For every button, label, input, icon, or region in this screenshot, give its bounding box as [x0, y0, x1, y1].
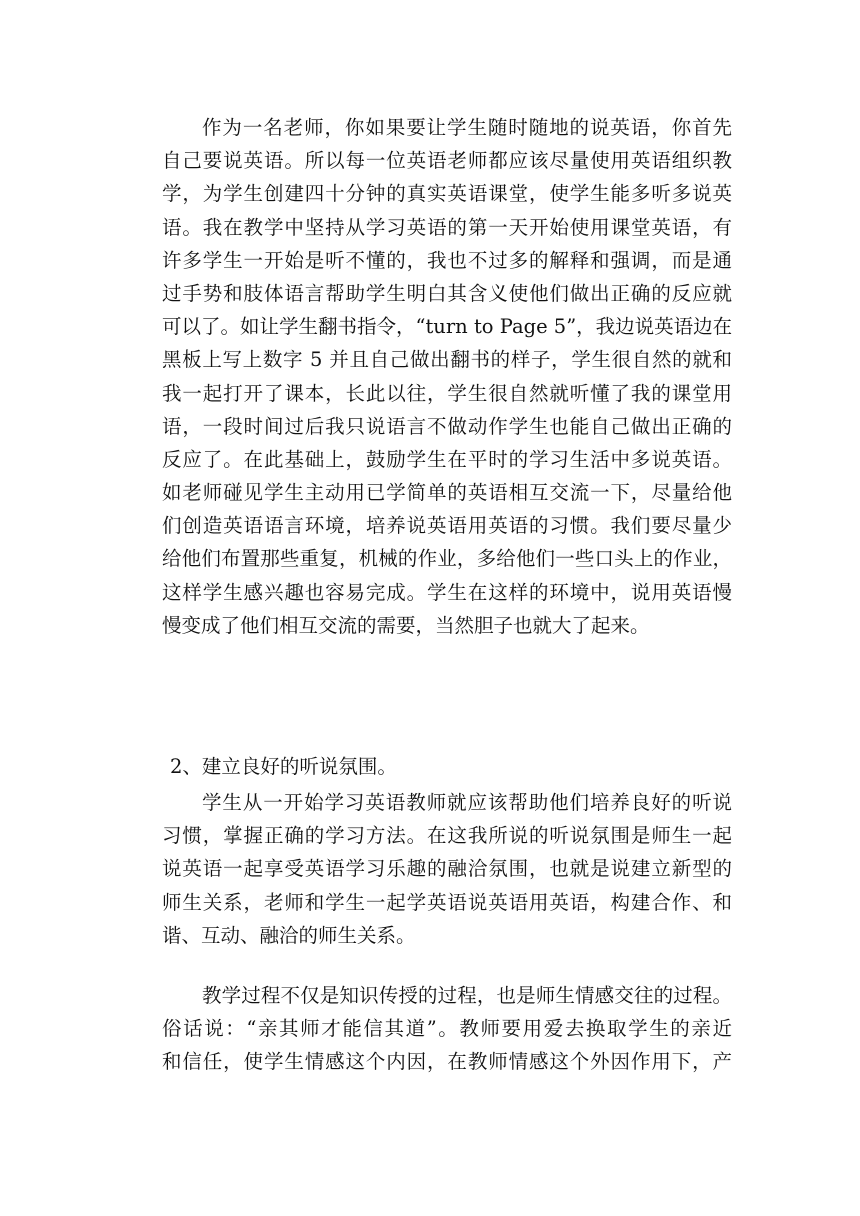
- text-line: 习惯，掌握正确的学习方法。在这我所说的听说氛围是师生一起: [162, 824, 732, 848]
- text-line: 说英语一起享受英语学习乐趣的融洽氛围，也就是说建立新型的: [162, 857, 732, 881]
- text-line: 我一起打开了课本，长此以往，学生很自然就听懂了我的课堂用: [162, 381, 732, 405]
- heading-text: 2、建立良好的听说氛围。: [170, 755, 397, 778]
- text-line: 们创造英语语言环境，培养说英语用英语的习惯。我们要尽量少: [162, 514, 732, 538]
- text-line: 和信任，使学生情感这个内因，在教师情感这个外因作用下，产: [162, 1050, 732, 1074]
- paragraph-2: [162, 786, 732, 952]
- text-line: 语。我在教学中坚持从学习英语的第一天开始使用课堂英语，有: [162, 215, 732, 239]
- text-line: 师生关系，老师和学生一起学英语说英语用英语，构建合作、和: [162, 890, 732, 914]
- text-line: 语，一段时间过后我只说语言不做动作学生也能自己做出正确的: [162, 414, 732, 438]
- paragraph-3: [162, 979, 732, 1079]
- text-line: 学生从一开始学习英语教师就应该帮助他们培养良好的听说: [202, 791, 732, 814]
- text-line: 慢变成了他们相互交流的需要，当然胆子也就大了起来。: [162, 613, 650, 637]
- text-line: 反应了。在此基础上，鼓励学生在平时的学习生活中多说英语。: [162, 447, 732, 471]
- text-line: 这样学生感兴趣也容易完成。学生在这样的环境中，说用英语慢: [162, 580, 732, 604]
- text-line: 黑板上写上数字 5 并且自己做出翻书的样子，学生很自然的就和: [162, 348, 732, 372]
- text-line: 作为一名老师，你如果要让学生随时随地的说英语，你首先: [202, 116, 732, 139]
- text-line: 自己要说英语。所以每一位英语老师都应该尽量使用英语组织教: [162, 149, 732, 173]
- text-line: 如老师碰见学生主动用已学简单的英语相互交流一下，尽量给他: [162, 481, 732, 505]
- text-line: 许多学生一开始是听不懂的，我也不过多的解释和强调，而是通: [162, 248, 732, 272]
- text-line: 谐、互动、融洽的师生关系。: [162, 923, 416, 947]
- text-line: 给他们布置那些重复，机械的作业，多给他们一些口头上的作业，: [162, 547, 732, 571]
- text-line: 可以了。如让学生翻书指令，“turn to Page 5”，我边说英语边在: [162, 315, 733, 339]
- section-heading: [162, 750, 732, 783]
- paragraph-1: [162, 111, 732, 642]
- text-line: 学，为学生创建四十分钟的真实英语课堂，使学生能多听多说英: [162, 182, 732, 206]
- text-line: 教学过程不仅是知识传授的过程，也是师生情感交往的过程。: [202, 984, 732, 1007]
- text-line: 过手势和肢体语言帮助学生明白其含义使他们做出正确的反应就: [162, 281, 732, 305]
- text-line: 俗话说：“亲其师才能信其道”。教师要用爱去换取学生的亲近: [162, 1017, 732, 1041]
